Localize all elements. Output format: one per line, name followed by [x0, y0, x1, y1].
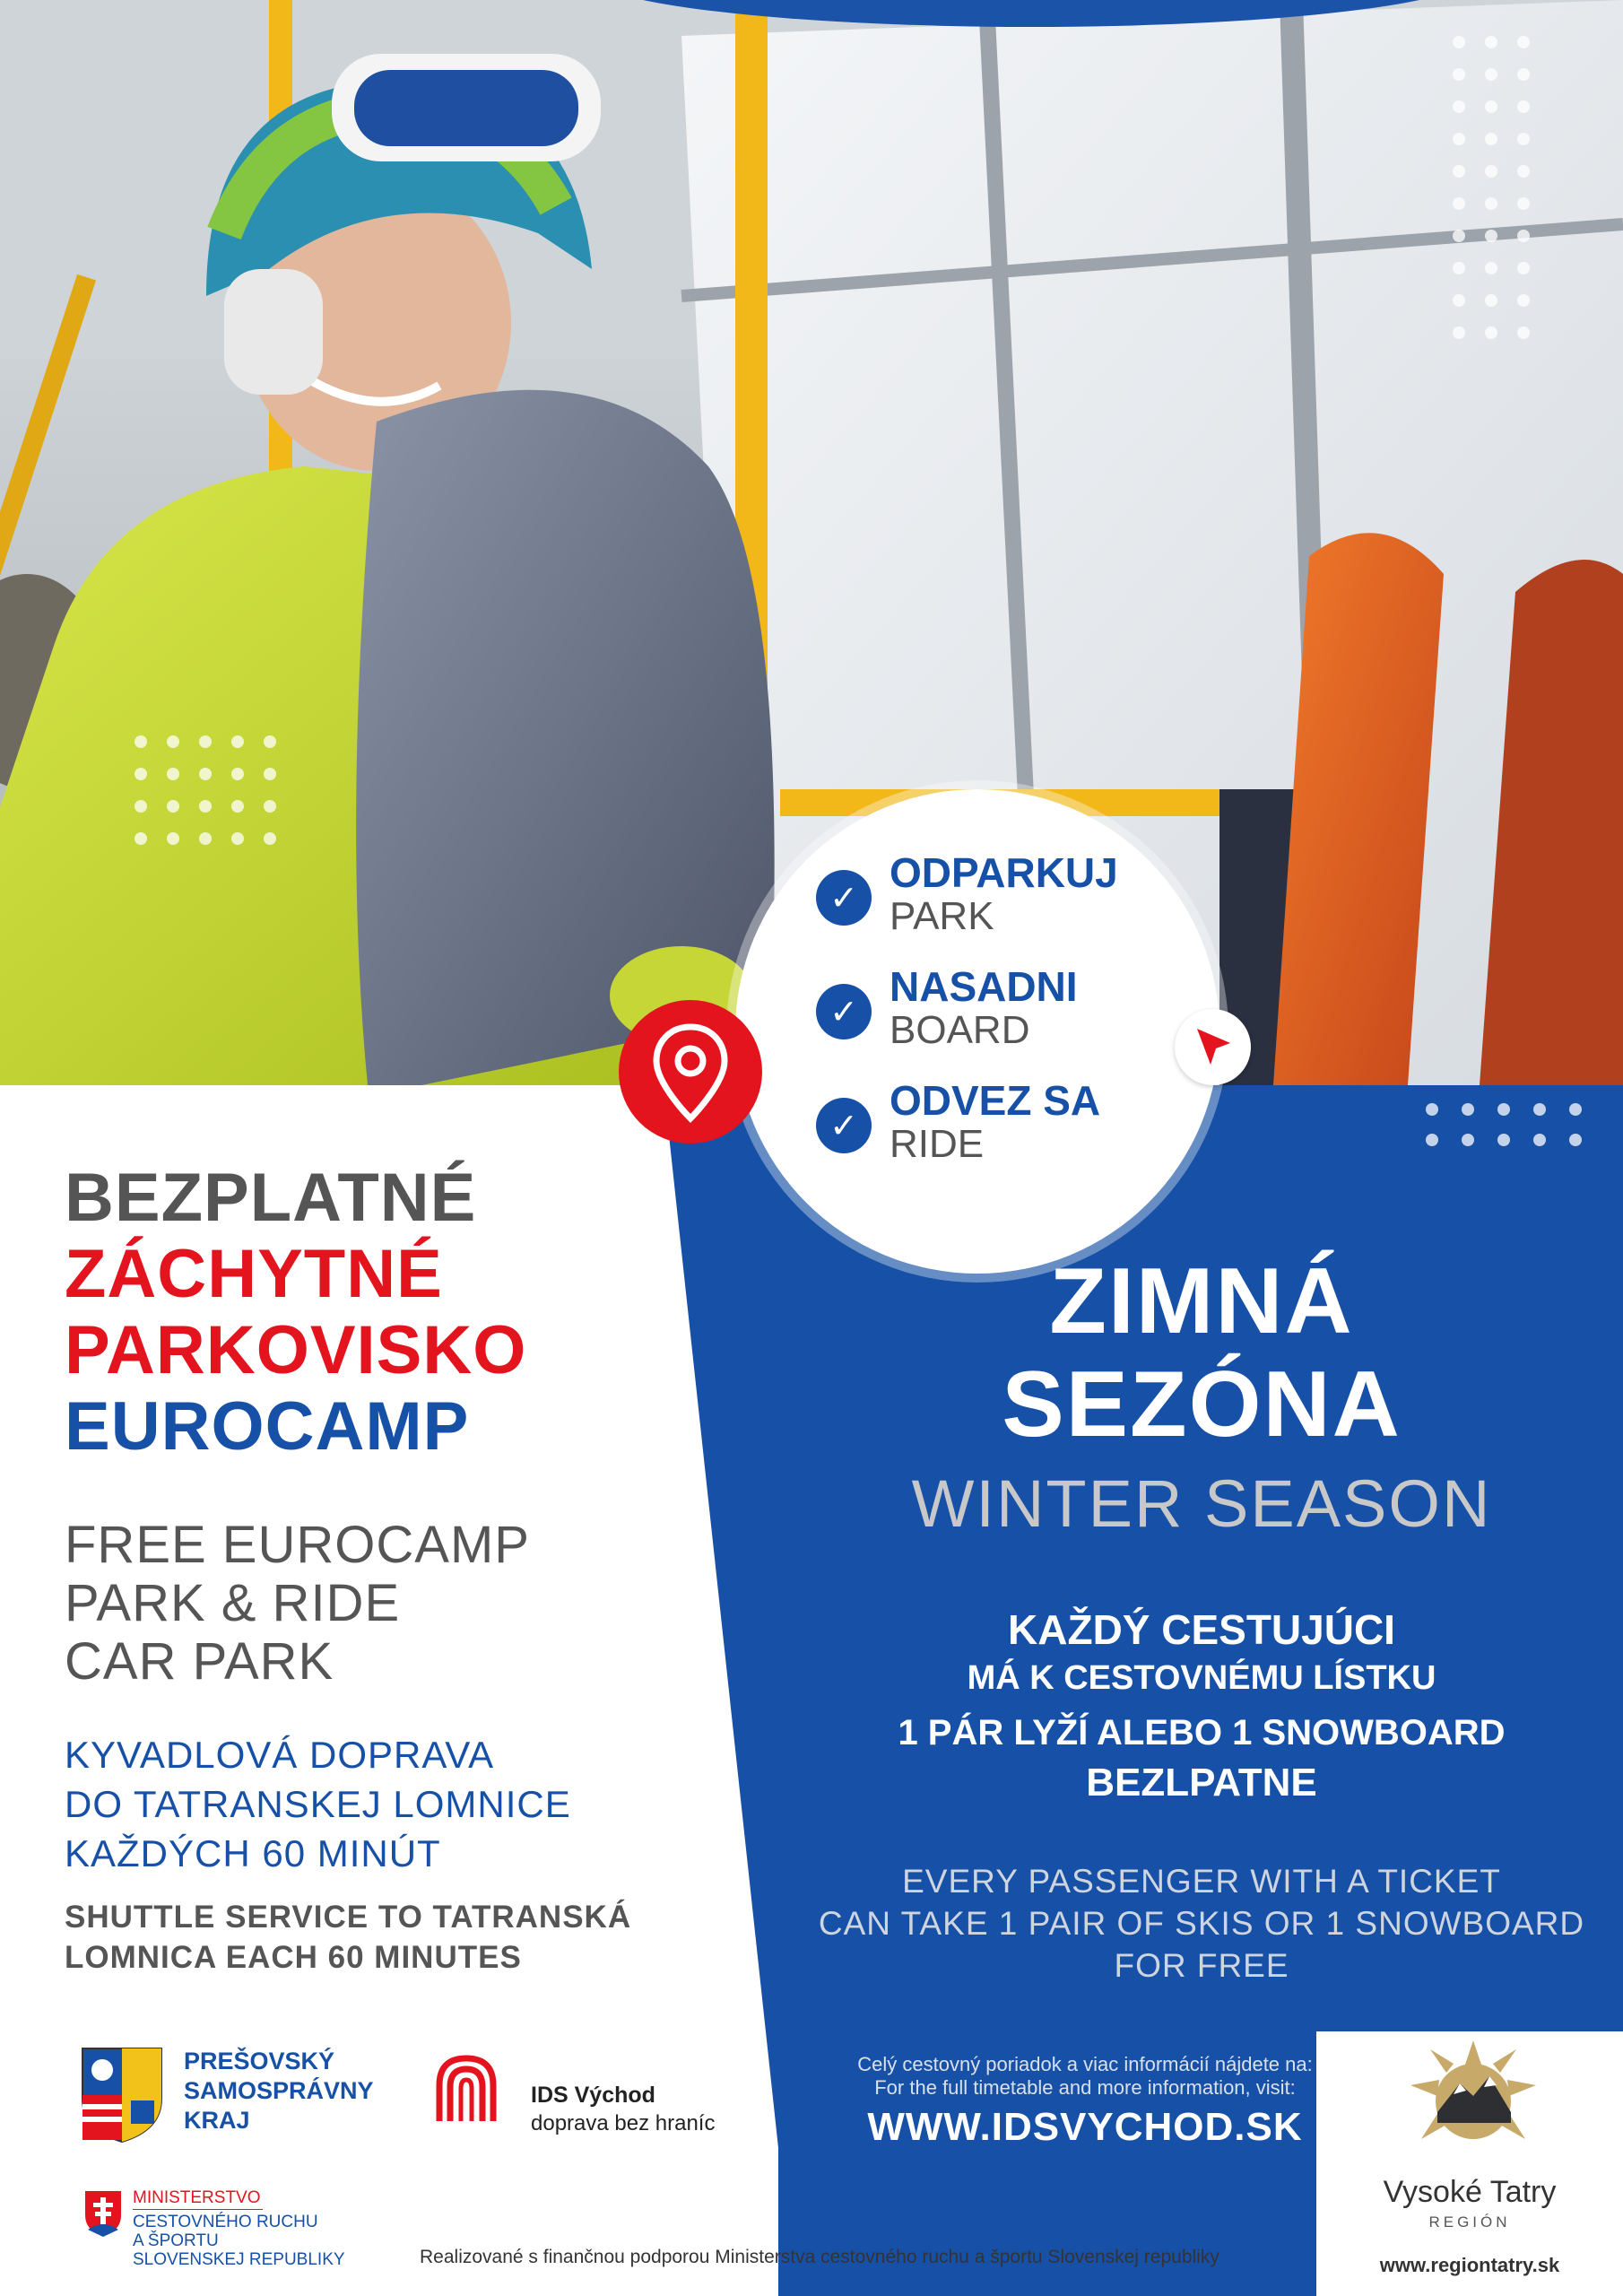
vt-url[interactable]: www.regiontatry.sk — [1379, 2254, 1560, 2276]
slovak-coat-of-arms-icon — [82, 2188, 124, 2239]
check-icon: ✓ — [816, 870, 872, 926]
info-sk: Celý cestovný poriadok a viac informácií nájdete na: — [857, 2053, 1313, 2075]
title-line-red-2: PARKOVISKO — [65, 1312, 527, 1388]
dot-pattern-blue — [1426, 1103, 1582, 1146]
english-title-3: CAR PARK — [65, 1632, 334, 1691]
shuttle-sk-2: DO TATRANSKEJ LOMNICE — [65, 1783, 571, 1825]
step-main: ODVEZ SA — [890, 1077, 1101, 1124]
shuttle-sk-3: KAŽDÝCH 60 MINÚT — [65, 1832, 441, 1874]
passenger-sk-3: 1 PÁR LYŽÍ ALEBO 1 SNOWBOARD — [898, 1713, 1506, 1752]
dot-pattern-right — [1453, 36, 1530, 339]
shuttle-sk-1: KYVADLOVÁ DOPRAVA — [65, 1734, 495, 1776]
vysoke-tatry-logo-box — [1316, 2031, 1623, 2296]
passenger-sk-4: BEZLPATNE — [1086, 1761, 1317, 1805]
psk-name-2: SAMOSPRÁVNY — [184, 2077, 374, 2104]
title-line-eurocamp: EUROCAMP — [65, 1388, 470, 1465]
presov-region-coat-of-arms-icon — [79, 2045, 165, 2144]
ministry-divider — [133, 2209, 263, 2210]
psk-name-1: PREŠOVSKÝ — [184, 2048, 335, 2074]
ids-name: IDS Východ — [531, 2083, 655, 2108]
ids-vychod-logo-icon — [421, 2049, 511, 2130]
step-sub: RIDE — [890, 1122, 985, 1166]
step-sub: BOARD — [890, 1008, 1030, 1052]
passenger-sk-2: MÁ K CESTOVNÉMU LÍSTKU — [967, 1659, 1436, 1697]
ids-tagline: doprava bez hraníc — [531, 2111, 716, 2135]
vysoke-tatry-emblem-icon — [1410, 2040, 1536, 2161]
step-main: ODPARKUJ — [890, 849, 1118, 896]
ministry-line-1: MINISTERSTVO — [133, 2188, 261, 2207]
english-title-1: FREE EUROCAMP — [65, 1516, 530, 1574]
passenger-en-2: CAN TAKE 1 PAIR OF SKIS OR 1 SNOWBOARD — [818, 1905, 1585, 1942]
psk-name-3: KRAJ — [184, 2107, 250, 2134]
funding-footer: Realizované s finančnou podporou Ministerstva cestovného ruchu a športu Slovenskej republiky — [420, 2247, 1219, 2267]
passenger-en-3: FOR FREE — [1114, 1947, 1289, 1984]
info-en: For the full timetable and more information, visit: — [874, 2076, 1296, 2099]
season-title-1: ZIMNÁ — [1049, 1249, 1354, 1353]
dot-pattern-left — [135, 735, 276, 845]
check-icon: ✓ — [816, 984, 872, 1039]
season-title-en: WINTER SEASON — [911, 1466, 1492, 1541]
passenger-sk-1: KAŽDÝ CESTUJÚCI — [1008, 1606, 1395, 1653]
shuttle-en-1: SHUTTLE SERVICE TO TATRANSKÁ — [65, 1900, 632, 1935]
website-link[interactable]: WWW.IDSVYCHOD.SK — [867, 2105, 1303, 2149]
check-icon: ✓ — [816, 1098, 872, 1153]
english-title-2: PARK & RIDE — [65, 1574, 401, 1632]
season-title-2: SEZÓNA — [1002, 1352, 1402, 1457]
cursor-arrow-icon — [1175, 1009, 1251, 1085]
location-pin-icon — [619, 1000, 762, 1144]
vt-name: Vysoké Tatry — [1383, 2175, 1557, 2209]
vt-region: REGIÓN — [1428, 2213, 1511, 2231]
title-line-free: BEZPLATNÉ — [65, 1160, 477, 1236]
ministry-line-2: CESTOVNÉHO RUCHU — [133, 2213, 318, 2231]
ministry-line-4: SLOVENSKEJ REPUBLIKY — [133, 2250, 345, 2269]
title-line-red-1: ZÁCHYTNÉ — [65, 1236, 443, 1312]
passenger-en-1: EVERY PASSENGER WITH A TICKET — [902, 1863, 1501, 1900]
ministry-line-3: A ŠPORTU — [133, 2231, 219, 2250]
step-main: NASADNI — [890, 963, 1078, 1010]
shuttle-en-2: LOMNICA EACH 60 MINUTES — [65, 1940, 522, 1975]
step-sub: PARK — [890, 894, 994, 938]
